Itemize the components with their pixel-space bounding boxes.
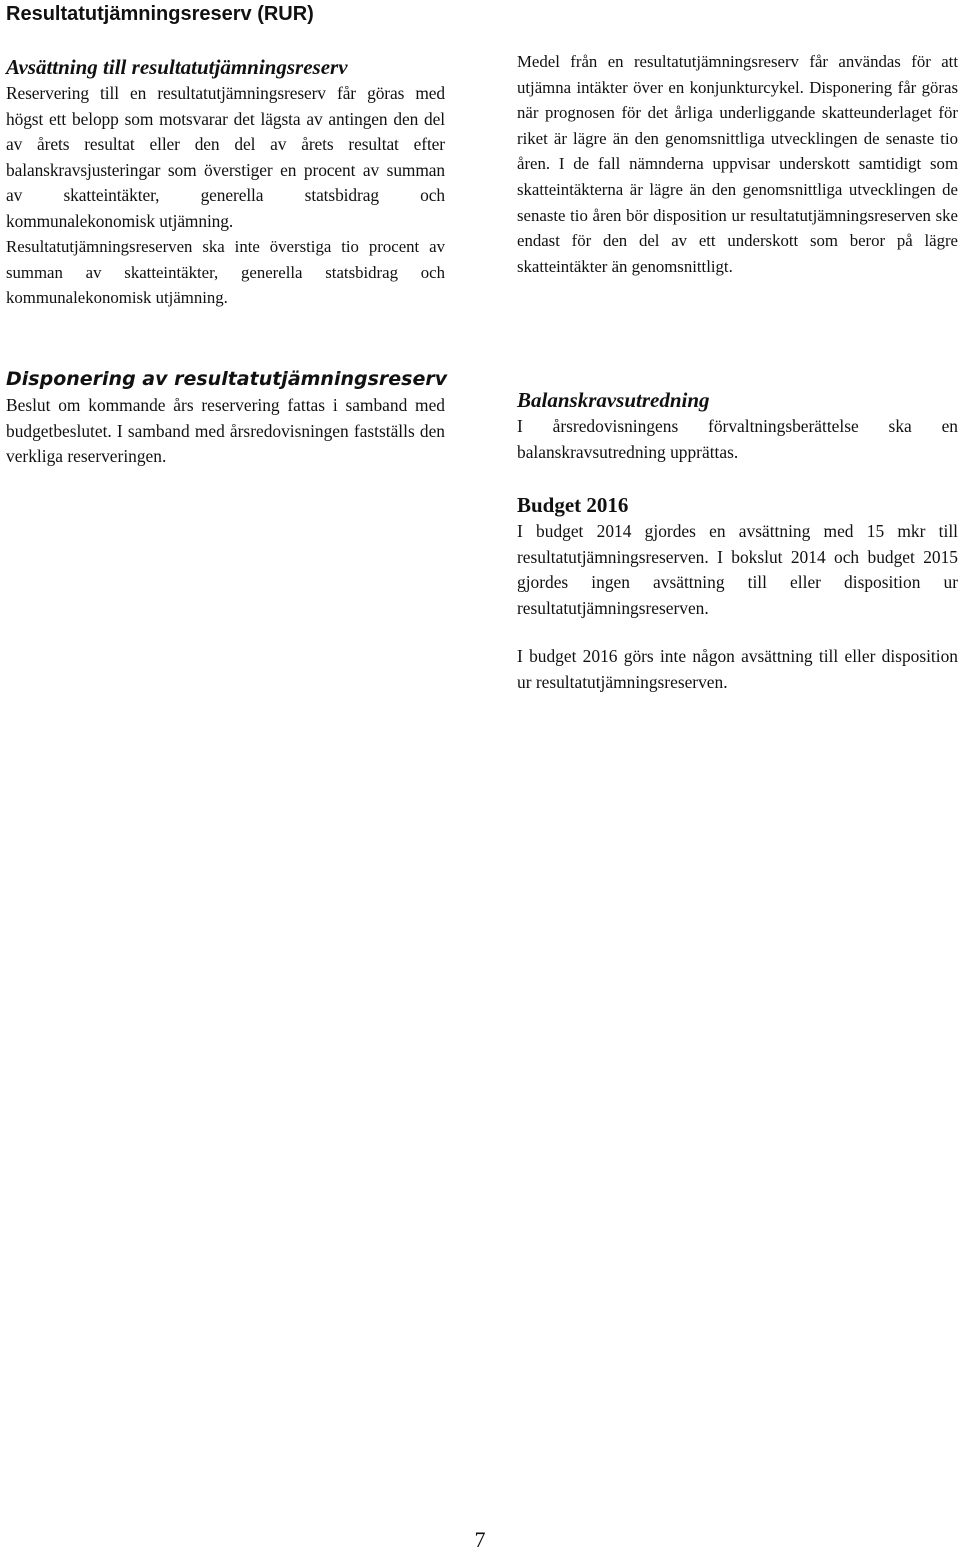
page-title: Resultatutjämningsreserv (RUR) [6, 3, 314, 25]
section-heading-budget-2016: Budget 2016 [517, 493, 629, 517]
section-avsattning [6, 55, 445, 311]
section-disponering [6, 367, 448, 470]
paragraph-disponering: Beslut om kommande års reservering fattas i samband med budgetbeslutet. I samband med årsredovisningen fastställs den verkliga reserveringen. [6, 395, 445, 467]
paragraph-budget-history: I budget 2014 gjordes en avsättning med 15 mkr till resultatutjämningsreserven. I bokslut 2014 och budget 2015 gjordes ingen avsättning till eller disposition ur resultatutjämningsreserven. [517, 521, 958, 619]
section-balanskrav [517, 388, 958, 465]
section-heading-disponering: Disponering av resultatutjämningsreserv [6, 368, 448, 390]
paragraph-balanskrav: I årsredovisningens förvaltningsberättelse ska en balanskravsutredning upprättas. [517, 416, 958, 462]
section-heading-balanskrav: Balanskravsutredning [517, 388, 710, 412]
section-budget-2016 [517, 493, 958, 695]
paragraph-avsattning-rules: Reservering till en resultatutjämningsreserv får göras med högst ett belopp som motsvarar det lägsta av antingen den del av årets resultat eller den del av årets resultat efter balanskravsjusteringar som överstiger en procent av summan av skatteintäkter, generella statsbidrag och kommunalekonomisk utjämning. [6, 83, 445, 231]
section-disponering-continued [517, 49, 958, 279]
paragraph-avsattning-limit: Resultatutjämningsreserven ska inte överstiga tio procent av summan av skatteintäkter, generella statsbidrag och kommunalekonomisk utjämning. [6, 237, 445, 308]
section-heading-avsattning: Avsättning till resultatutjämningsreserv [6, 55, 348, 79]
paragraph-budget-2016: I budget 2016 görs inte någon avsättning till eller disposition ur resultatutjämningsreserven. [517, 645, 958, 692]
paragraph-disponering-conditions: Medel från en resultatutjämningsreserv får användas för att utjämna intäkter över en konjunkturcykel. Disponering får göras när prognosen för det årliga underliggande skatteunderlaget för riket är lägre än den genomsnittliga utvecklingen de senaste tio åren. I de fall nämnderna uppvisar underskott samtidigt som skatteintäkterna är lägre än den genomsnittliga utvecklingen de senaste tio åren bör disposition ur resultatutjämningsreserven ske endast för den del av ett underskott som beror på lägre skatteintäkter än genomsnittligt. [517, 52, 958, 276]
page-number: 7 [474, 1527, 486, 1552]
